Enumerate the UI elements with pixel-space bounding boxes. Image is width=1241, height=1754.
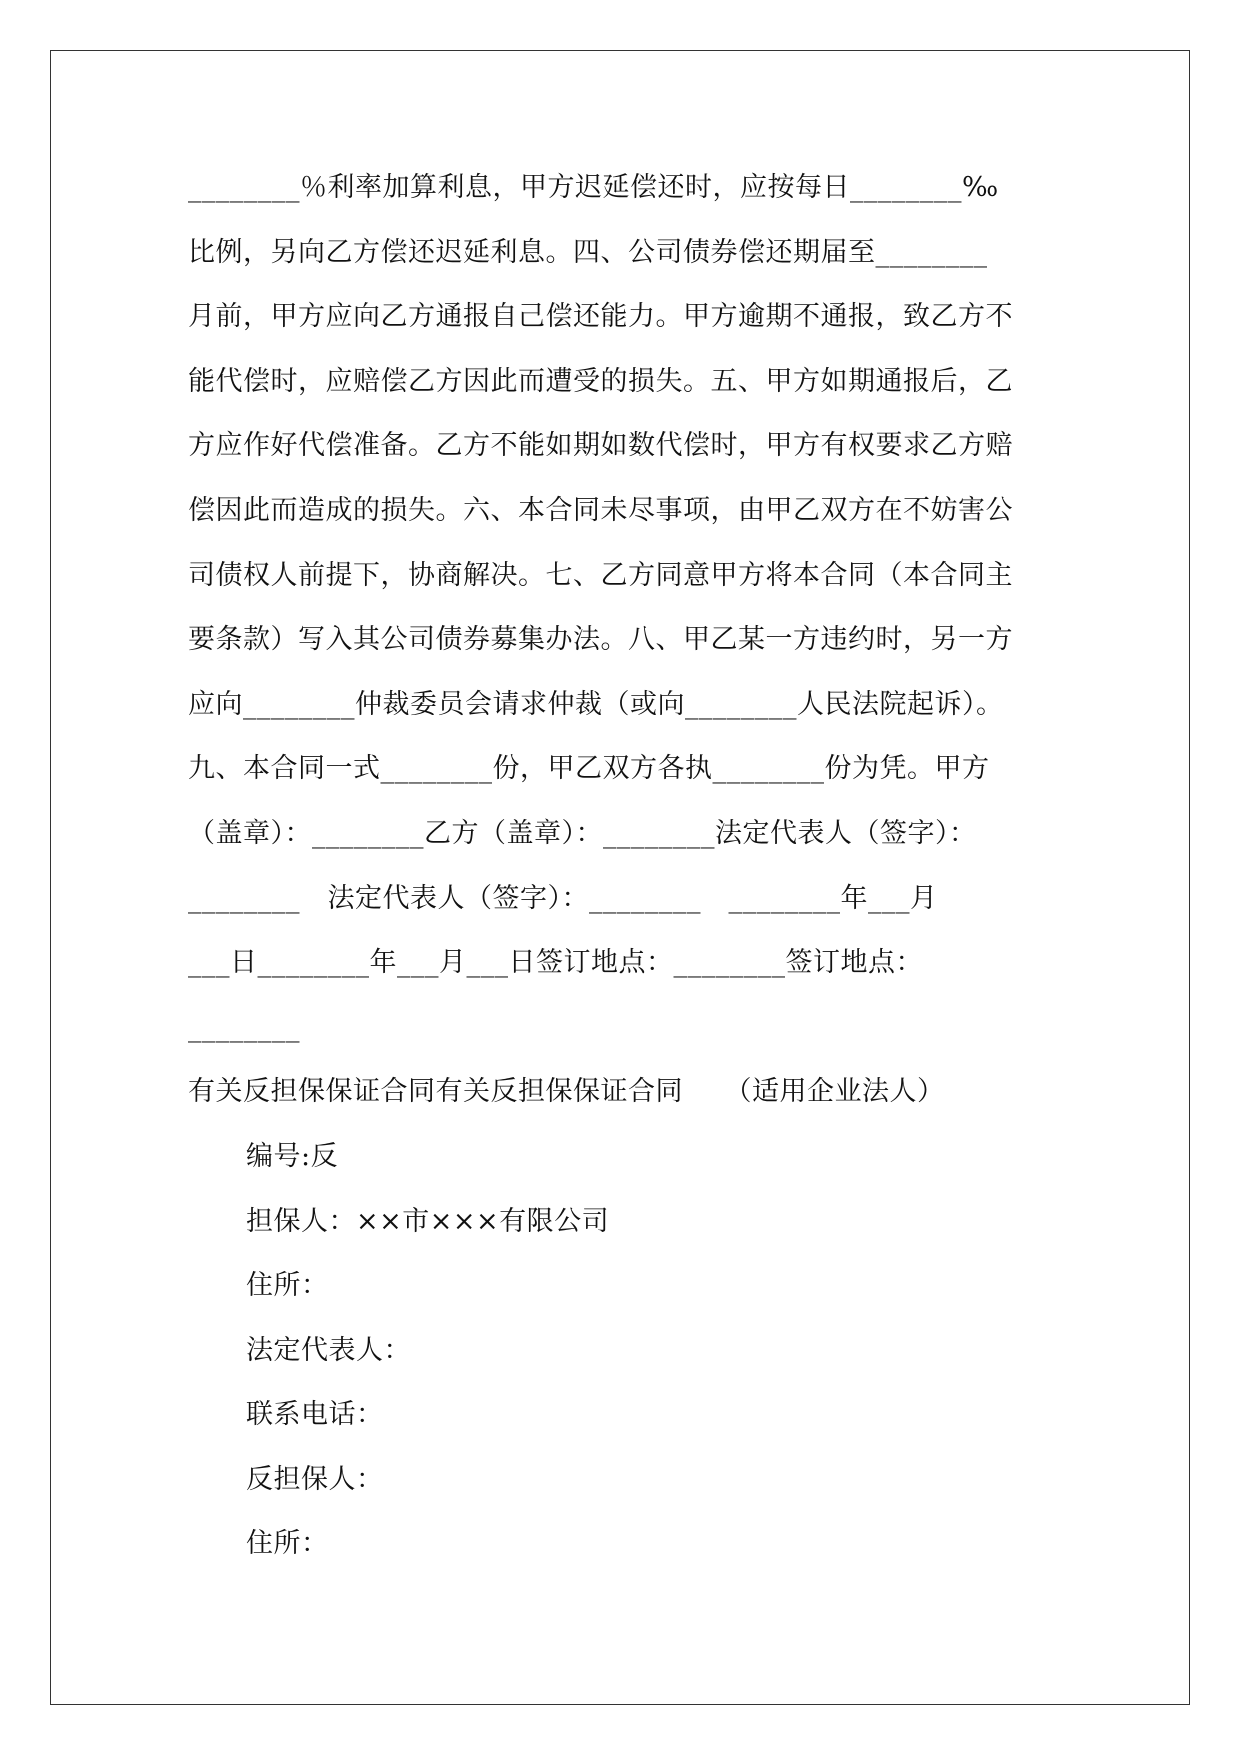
body-line: 应向________仲裁委员会请求仲裁（或向________人民法院起诉）。 — [188, 688, 1004, 720]
body-line: 偿因此而造成的损失。六、本合同未尽事项，由甲乙双方在不妨害公 — [188, 494, 1013, 526]
contract-title: 有关反担保保证合同有关反担保保证合同 （适用企业法人） — [188, 1076, 945, 1108]
body-line: 要条款）写入其公司债券募集办法。八、甲乙某一方违约时，另一方 — [188, 624, 1013, 656]
body-line: （盖章）：________乙方（盖章）：________法定代表人（签字）： — [188, 817, 977, 849]
body-line: ________ — [188, 1011, 300, 1043]
body-line: ________ 法定代表人（签字）：________ ________年___月 — [188, 882, 938, 914]
body-line: 司债权人前提下，协商解决。七、乙方同意甲方将本合同（本合同主 — [188, 559, 1013, 591]
body-line: ___日________年___月___日签订地点：________签订地点： — [188, 947, 923, 979]
field-counter-guarantor: 反担保人： — [246, 1463, 384, 1495]
body-line: 月前，甲方应向乙方通报自己偿还能力。甲方逾期不通报，致乙方不 — [188, 301, 1013, 333]
body-line: 方应作好代偿准备。乙方不能如期如数代偿时，甲方有权要求乙方赔 — [188, 430, 1013, 462]
field-address: 住所： — [246, 1270, 329, 1302]
body-line: 九、本合同一式________份，甲乙双方各执________份为凭。甲方 — [188, 753, 990, 785]
body-line: 比例，另向乙方偿还迟延利息。四、公司债券偿还期届至________ — [188, 236, 988, 268]
body-line: ________％利率加算利息，甲方迟延偿还时，应按每日________‰ — [188, 172, 999, 203]
field-phone: 联系电话： — [246, 1399, 384, 1431]
document-body — [188, 156, 1068, 1577]
field-legal-representative: 法定代表人： — [246, 1334, 411, 1366]
field-guarantor: 担保人：××市×××有限公司 — [246, 1205, 610, 1237]
body-line: 能代偿时，应赔偿乙方因此而遭受的损失。五、甲方如期通报后，乙 — [188, 365, 1013, 397]
field-contract-number: 编号:反 — [246, 1140, 339, 1172]
field-counter-address: 住所： — [246, 1528, 329, 1560]
